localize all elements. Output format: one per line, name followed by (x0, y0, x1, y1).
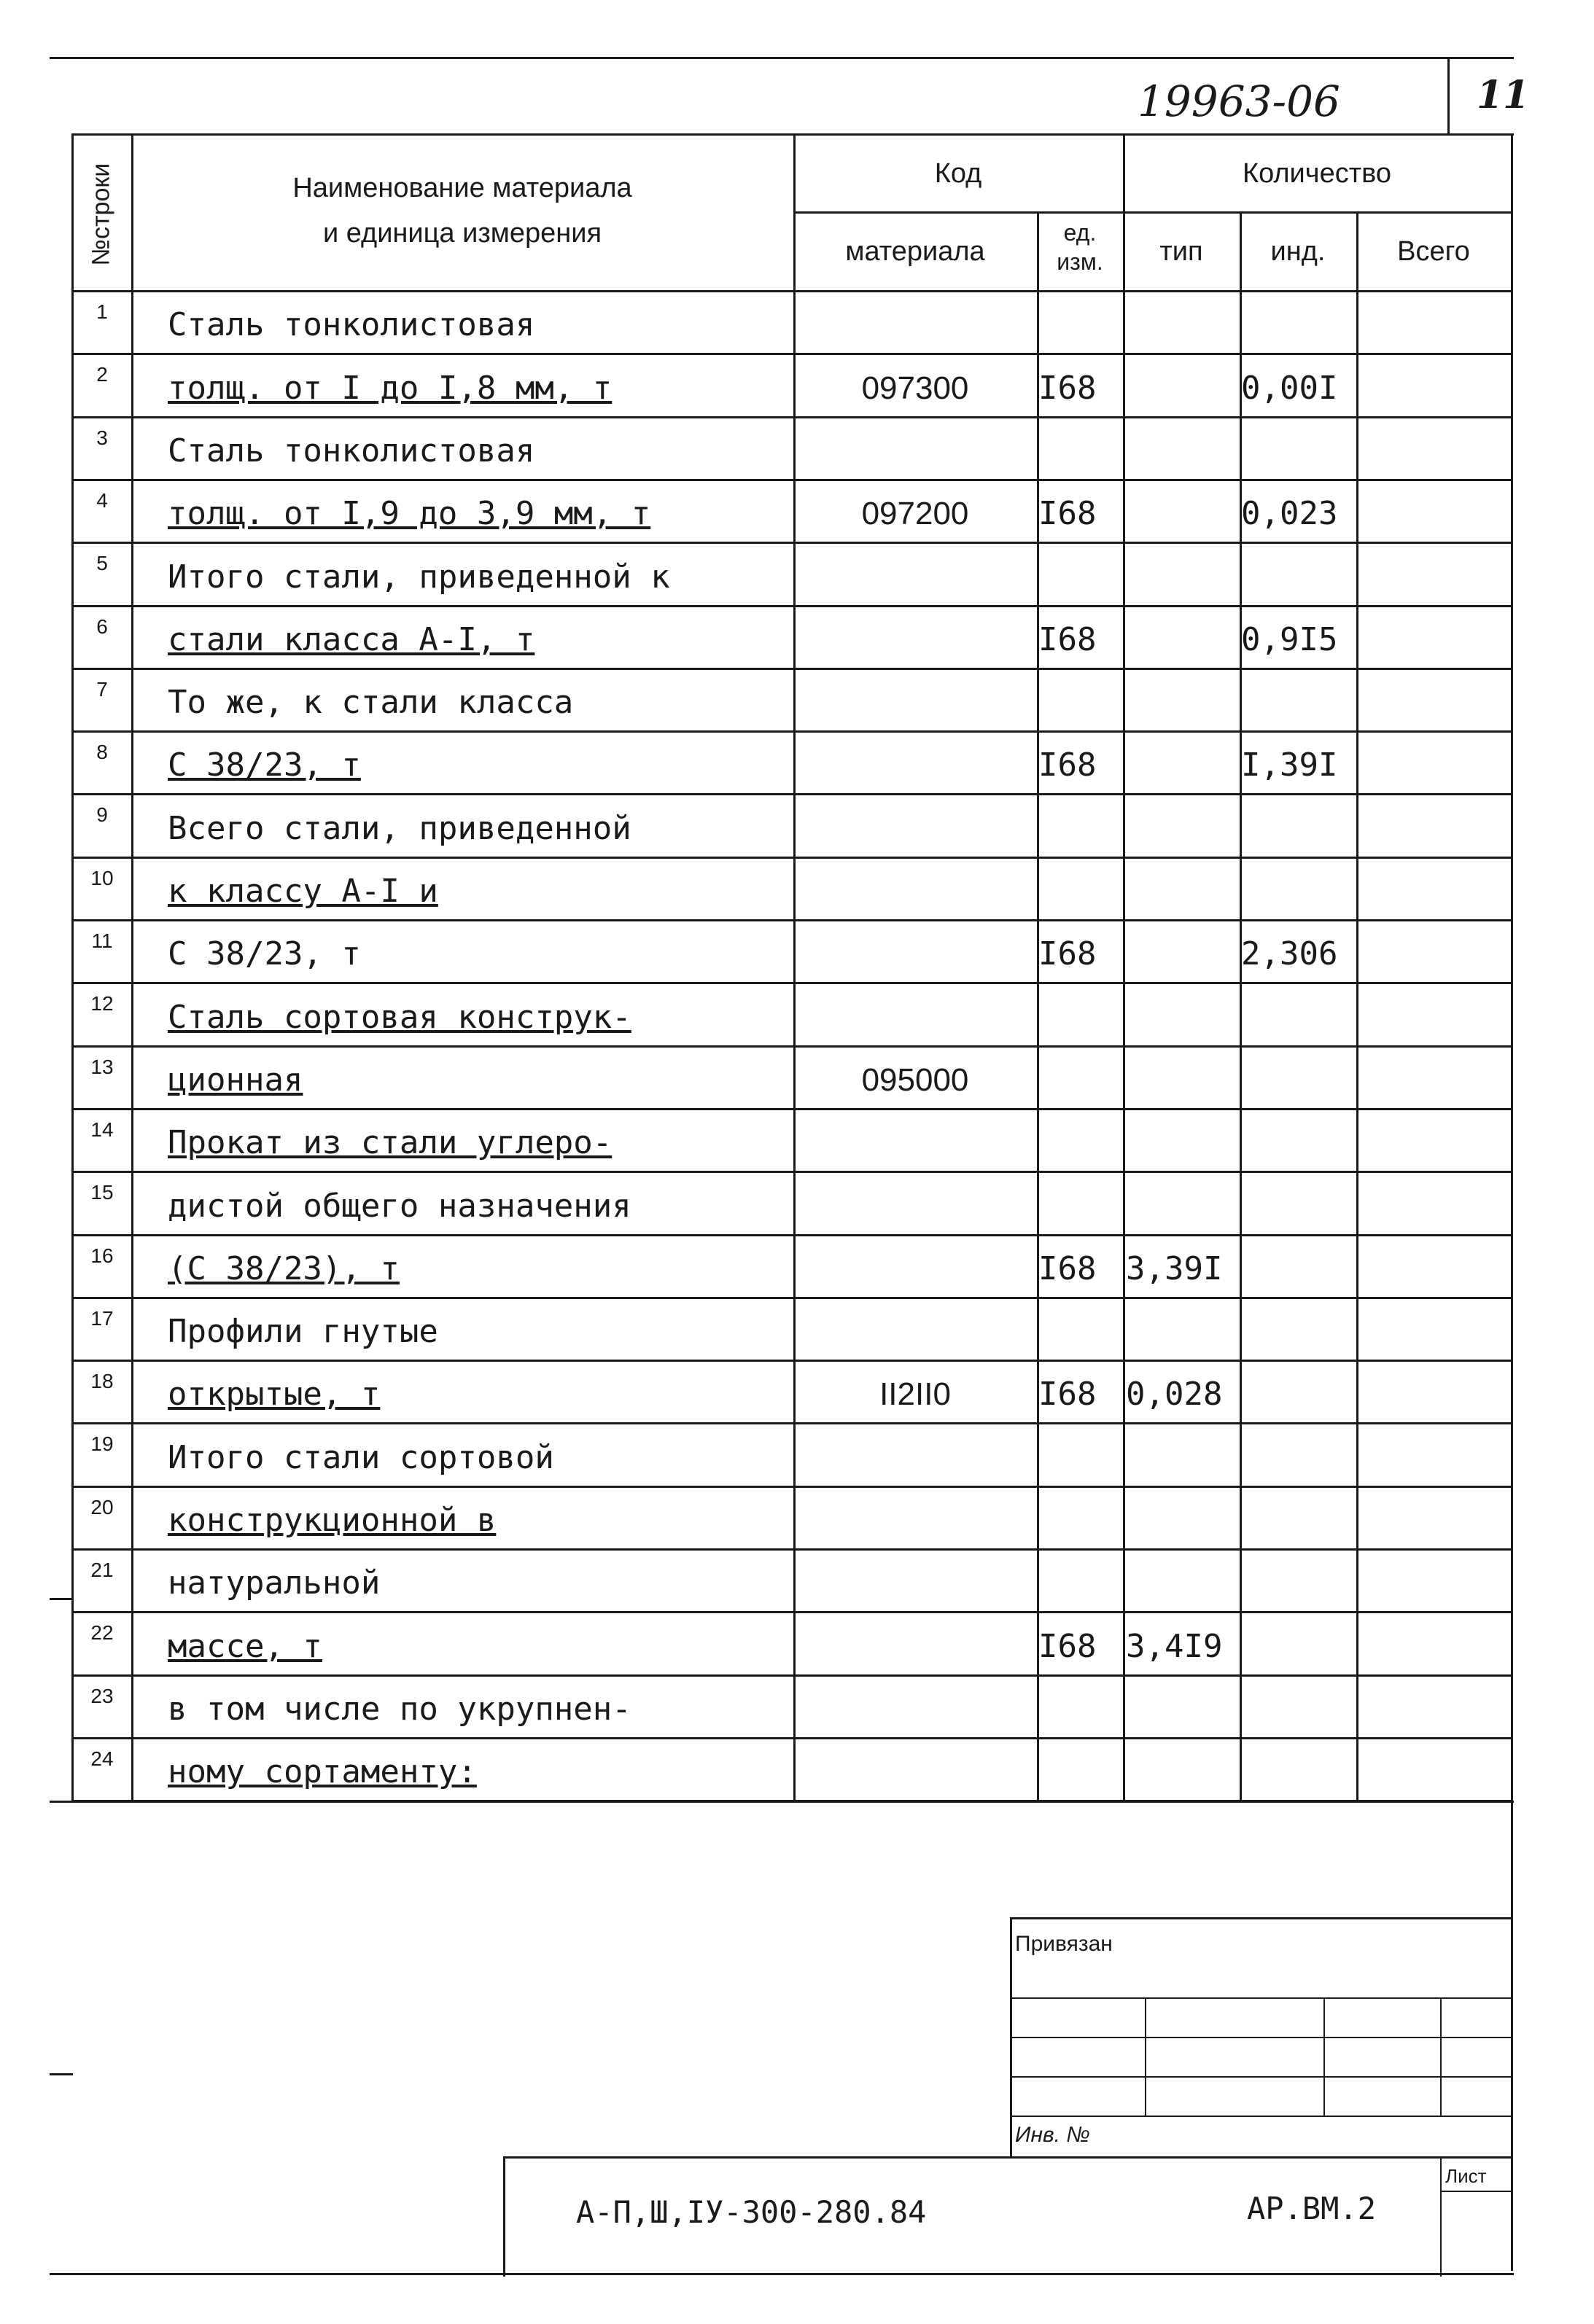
row-number: 22 (90, 1621, 114, 1644)
row-number: 24 (90, 1747, 114, 1770)
margin-tick-1 (50, 1598, 73, 1600)
row-divider (71, 416, 1511, 418)
stamp-col-1 (1145, 1997, 1146, 2116)
title-block-left (503, 2156, 505, 2277)
header-type: тип (1159, 236, 1203, 267)
row-number: 16 (90, 1244, 114, 1267)
row-number: 20 (90, 1496, 114, 1518)
row-number: 17 (90, 1307, 114, 1330)
row-name: к классу А-I и (168, 873, 438, 910)
row-number: 14 (90, 1118, 114, 1141)
row-name: Сталь тонколистовая (168, 432, 535, 469)
col-line-unit (1123, 133, 1125, 1803)
row-divider (71, 730, 1511, 733)
row-name: толщ. от I до I,8 мм, т (168, 370, 613, 407)
row-number: 3 (96, 426, 108, 449)
row-number: 1 (96, 300, 108, 323)
sheet-number: 11 (1477, 73, 1530, 117)
row-name: С 38/23, т (168, 746, 361, 784)
row-name: (С 38/23), т (168, 1250, 400, 1287)
row-name: конструкционной в (168, 1502, 497, 1539)
header-top-border (71, 133, 1514, 136)
right-frame (1511, 133, 1513, 2271)
stamp-line-4 (1010, 2116, 1513, 2117)
row-divider (71, 605, 1511, 607)
row-type-quantity: 3,4I9 (1126, 1628, 1223, 1665)
row-unit-code: I68 (1038, 1628, 1097, 1665)
row-name: Всего стали, приведенной (168, 810, 631, 847)
row-number: 19 (90, 1432, 114, 1455)
header-sub-line (793, 211, 1511, 214)
stamp-line-2 (1010, 2037, 1513, 2038)
col-line-material (1037, 211, 1039, 1803)
col-line-rowno (131, 133, 133, 1803)
row-name: Сталь сортовая конструк- (168, 999, 631, 1036)
row-type-quantity: 0,028 (1126, 1376, 1223, 1413)
row-divider (71, 668, 1511, 670)
row-divider (71, 1486, 1511, 1488)
row-number: 18 (90, 1370, 114, 1392)
header-unit-line2: изм. (1057, 249, 1103, 275)
row-name: Итого стали, приведенной к (168, 558, 670, 596)
row-name: массе, т (168, 1628, 322, 1665)
row-ind-quantity: 0,9I5 (1241, 621, 1338, 658)
project-code: А-П,Ш,IУ-300-280.84 (576, 2194, 927, 2230)
header-bottom-line (71, 290, 1511, 292)
row-number: 2 (96, 363, 108, 386)
row-number: 4 (96, 489, 108, 512)
row-unit-code: I68 (1038, 621, 1097, 658)
header-total: Всего (1397, 236, 1470, 267)
row-divider (71, 1674, 1511, 1677)
row-ind-quantity: I,39I (1241, 746, 1338, 784)
row-divider (71, 1422, 1511, 1424)
row-number: 13 (90, 1056, 114, 1078)
row-divider (71, 542, 1511, 544)
doc-number: 19963-06 (1138, 77, 1340, 126)
row-number: 21 (90, 1559, 114, 1581)
row-number: 5 (96, 552, 108, 574)
stamp-line-1 (1010, 1997, 1513, 1999)
row-name: открытые, т (168, 1376, 381, 1413)
row-name: Прокат из стали углеро- (168, 1124, 613, 1161)
row-unit-code: I68 (1038, 935, 1097, 972)
row-divider (71, 1234, 1511, 1236)
row-material-code: 097300 (861, 370, 969, 406)
row-name: ционная (168, 1061, 303, 1099)
row-number: 11 (91, 929, 113, 952)
row-divider (71, 1611, 1511, 1613)
stamp-top-line (1010, 1917, 1513, 1919)
row-name: ному сортаменту: (168, 1753, 477, 1790)
row-number: 7 (96, 678, 108, 701)
header-row-number: №строки (87, 163, 115, 266)
row-name: Итого стали сортовой (168, 1439, 554, 1476)
sheet-label: Лист (1445, 2165, 1487, 2187)
row-divider (71, 1737, 1511, 1739)
row-name: в том числе по укрупнен- (168, 1691, 631, 1728)
margin-tick-2 (50, 2073, 73, 2075)
table-bottom-border (50, 1801, 1514, 1803)
row-unit-code: I68 (1038, 495, 1097, 532)
page-bottom-border (50, 2273, 1514, 2275)
row-name: То же, к стали класса (168, 684, 574, 721)
col-line-left (71, 133, 74, 1803)
row-divider (71, 1108, 1511, 1110)
header-name-line1: Наименование материала (292, 173, 632, 203)
row-name: С 38/23, т (168, 935, 361, 972)
header-material: материала (845, 236, 985, 267)
row-name: Сталь тонколистовая (168, 306, 535, 343)
row-ind-quantity: 0,023 (1241, 495, 1338, 532)
row-name: стали класса А-I, т (168, 621, 535, 658)
row-divider (71, 919, 1511, 921)
row-number: 9 (96, 803, 108, 826)
row-unit-code: I68 (1038, 1376, 1097, 1413)
attached-label: Привязан (1015, 1932, 1113, 1956)
inv-label: Инв. № (1015, 2123, 1090, 2147)
top-border (50, 57, 1514, 59)
row-name: дистой общего назначения (168, 1188, 631, 1225)
row-material-code: 097200 (861, 496, 969, 531)
row-divider (71, 982, 1511, 984)
row-divider (71, 1297, 1511, 1299)
stamp-col-2 (1323, 1997, 1325, 2116)
row-ind-quantity: 0,00I (1241, 370, 1338, 407)
sheet-code: АР.ВМ.2 (1247, 2191, 1377, 2226)
sheet-box-left (1440, 2156, 1442, 2277)
row-number: 12 (90, 992, 114, 1015)
stamp-line-3 (1010, 2076, 1513, 2078)
col-line-type (1240, 211, 1242, 1803)
row-number: 15 (90, 1181, 114, 1204)
row-divider (71, 793, 1511, 795)
sheet-box-line (1440, 2191, 1513, 2192)
row-unit-code: I68 (1038, 370, 1097, 407)
row-divider (71, 857, 1511, 859)
row-ind-quantity: 2,306 (1241, 935, 1338, 972)
row-number: 8 (96, 741, 108, 763)
header-unit-line1: ед. (1063, 219, 1097, 246)
row-number: 23 (90, 1685, 114, 1707)
row-name: толщ. от I,9 до 3,9 мм, т (168, 495, 651, 532)
row-material-code: 095000 (861, 1062, 969, 1098)
header-quantity: Количество (1242, 158, 1392, 189)
col-line-ind (1356, 211, 1358, 1803)
row-divider (71, 1171, 1511, 1173)
row-divider (71, 1360, 1511, 1362)
row-divider (71, 479, 1511, 481)
row-divider (71, 1045, 1511, 1048)
stamp-col-3 (1440, 1997, 1442, 2116)
row-name: Профили гнутые (168, 1313, 438, 1350)
header-name-line2: и единица измерения (322, 218, 602, 249)
row-name: натуральной (168, 1564, 381, 1602)
row-number: 6 (96, 615, 108, 638)
header-ind: инд. (1270, 236, 1326, 267)
row-material-code: II2II0 (879, 1376, 951, 1412)
header-code: Код (934, 158, 982, 189)
row-number: 10 (90, 867, 114, 889)
row-divider (71, 1548, 1511, 1551)
row-unit-code: I68 (1038, 746, 1097, 784)
sheet-number-divider (1447, 57, 1450, 134)
title-block-top (503, 2156, 1513, 2159)
row-type-quantity: 3,39I (1126, 1250, 1223, 1287)
row-unit-code: I68 (1038, 1250, 1097, 1287)
row-divider (71, 353, 1511, 355)
